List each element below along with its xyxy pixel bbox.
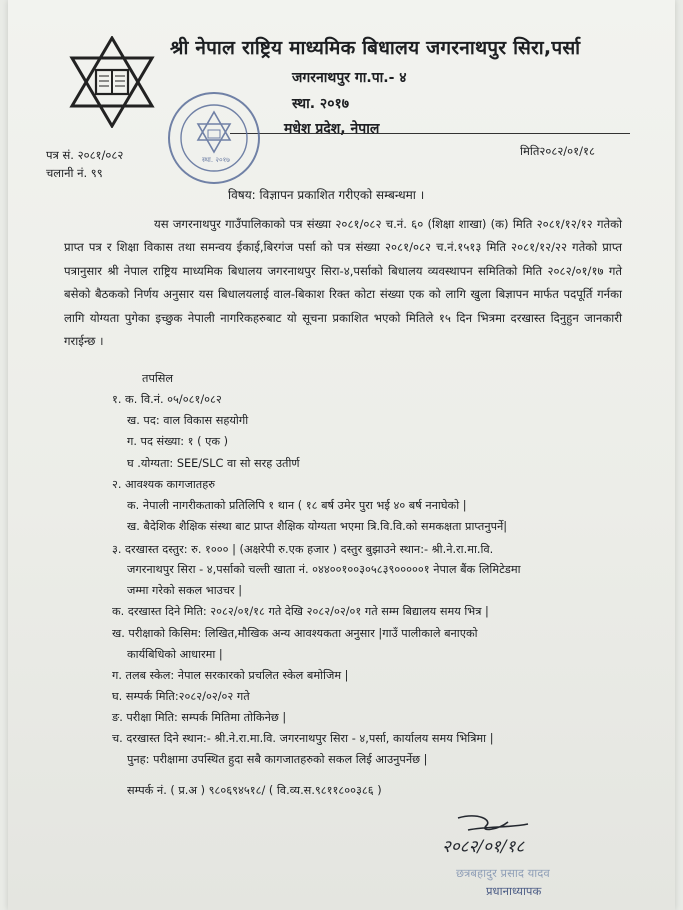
- handwritten-signature: [438, 808, 578, 858]
- body-paragraph: [64, 213, 622, 353]
- subject-line: विषय: विज्ञापन प्रकाशित गरीएको सम्बन्धमा ।: [228, 188, 425, 202]
- detail-line-15: घ. सम्पर्क मिति:२०८२/०२/०२ गते: [112, 690, 250, 703]
- svg-text:२०८२/०१/१८: २०८२/०१/१८: [442, 837, 525, 857]
- detail-line-1: १. क. वि.नं. ०५/०८१/०८२: [112, 393, 222, 406]
- school-seal-stamp-icon: [166, 90, 262, 186]
- detail-line-14: ग. तलब स्केल: नेपाल सरकारको प्रचलित स्केल बमोजिम |: [112, 669, 349, 682]
- school-name-title: श्री नेपाल राष्ट्रिय माध्यमिक बिधालय जगरनाथपुर सिरा,पर्सा: [170, 37, 581, 59]
- detail-line-11: क. दरखास्त दिने मिति: २०८२/०१/१८ गते देखि २०८२/०२/०१ गते सम्म बिद्यालय समय भित्र |: [112, 605, 489, 618]
- svg-text:स्था. २०१७: स्था. २०१७: [202, 156, 230, 164]
- principal-title: प्रधानाध्यापक: [486, 884, 542, 898]
- detail-line-5: २. आवश्यक कागजातहरु: [112, 478, 215, 491]
- letter-date: मिति२०८२/०१/१८: [520, 144, 595, 158]
- school-logo-star-icon: [66, 36, 158, 128]
- detail-line-12: ख. परीक्षाको किसिम: लिखित,मौखिक अन्य आवश्यकता अनुसार |गाउँ पालीकाले बनाएको: [112, 627, 478, 640]
- tapasil-heading: तपसिल: [142, 372, 174, 385]
- detail-line-2: ख. पद: वाल विकास सहयोगी: [127, 414, 249, 427]
- body-text: यस जगरनाथपुर गाउँपालिकाको पत्र संख्या २०८१/०८२ च.नं. ६० (शिक्षा शाखा) (क) मिति २०८१/१२/१२ गतेको प्राप्त पत्र र शिक्षा विकास तथा समन्वय ईकाई,बिरगंज पर्सा को पत्र संख्या २०८१/०८२ च.नं.१५१३ मिति २०८१/१२/२२ गतेको प्राप्त पत्रानुसार श्री नेपाल राष्ट्रिय माध्यमिक बिधालय जगरनाथपुर सिरा-४,पर्साको बिधालय व्यवस्थापन समितिको मिति २०८२/०१/१७ गते बसेको बैठकको निर्णय अनुसार यस बिधालयलाई वाल-बिकाश रिक्त कोटा संख्या एक को लागि खुला बिज्ञापन मार्फत पदपूर्ति गर्नका लागि योग्यता पुगेका इच्छुक नेपाली नागरिकहरुबाट यो सूचना प्रकाशित भएको मितिले १५ दिन भित्रमा दरखास्त दिनुहुन जानकारी गराईन्छ ।: [64, 217, 622, 349]
- municipality-line: जगरनाथपुर गा.पा.- ४: [292, 70, 407, 86]
- detail-line-3: ग. पद संख्या: १ ( एक ): [127, 435, 229, 448]
- established-line: स्था. २०१७: [292, 96, 350, 112]
- detail-line-13: कार्यबिधिको आधारमा |: [127, 648, 223, 661]
- detail-line-8: ३. दरखास्त दस्तुर: रु. १००० | (अक्षरेपी रु.एक हजार ) दस्तुर बुझाउने स्थान:- श्री.ने.रा.मा.वि.: [112, 543, 494, 556]
- detail-line-7: ख. बैदेशिक शैक्षिक संस्था बाट प्राप्त शैक्षिक योग्यता भएमा त्रि.वि.वि.को समकक्षता प्राप्तनुपर्ने|: [127, 520, 508, 533]
- detail-line-6: क. नेपाली नागरीकताको प्रतिलिपि १ थान ( १८ बर्ष उमेर पुरा भई ४० बर्ष ननाघेको |: [127, 499, 467, 512]
- document-paper: [8, 0, 675, 910]
- detail-line-10: जम्मा गरेको सकल भाउचर |: [127, 584, 243, 597]
- detail-line-4: घ .योग्यता: SEE/SLC वा सो सरह उतीर्ण: [127, 457, 300, 470]
- province-line: मधेश प्रदेश, नेपाल: [284, 121, 380, 137]
- contact-numbers: सम्पर्क नं. ( प्र.अ ) ९८०६९४५१८/ ( वि.व्य.स.९८११८००३८६ ): [127, 784, 382, 797]
- header-divider: [230, 133, 630, 134]
- detail-line-17: च. दरखास्त दिने स्थान:- श्री.ने.रा.मा.वि. जगरनाथपुर सिरा - ४,पर्सा, कार्यालय समय भित्रिमा |: [112, 732, 494, 745]
- detail-line-18: पुनह: परीक्षामा उपस्थित हुदा सबै कागजातहरुको सकल लिई आउनुपर्नेछ |: [127, 753, 428, 766]
- dispatch-number: चलानी नं. ९९: [46, 166, 103, 180]
- name-stamp: छत्रबहादुर प्रसाद यादव: [456, 866, 550, 880]
- letter-number: पत्र सं. २०८१/०८२: [46, 148, 124, 162]
- detail-line-16: ङ. परीक्षा मिति: सम्पर्क मितिमा तोकिनेछ |: [112, 711, 287, 724]
- detail-line-9: जगरनाथपुर सिरा - ४,पर्साको चल्ती खाता नं. ०४४००१००३०५८३९०००००१ नेपाल बैंक लिमिटेडमा: [127, 563, 521, 576]
